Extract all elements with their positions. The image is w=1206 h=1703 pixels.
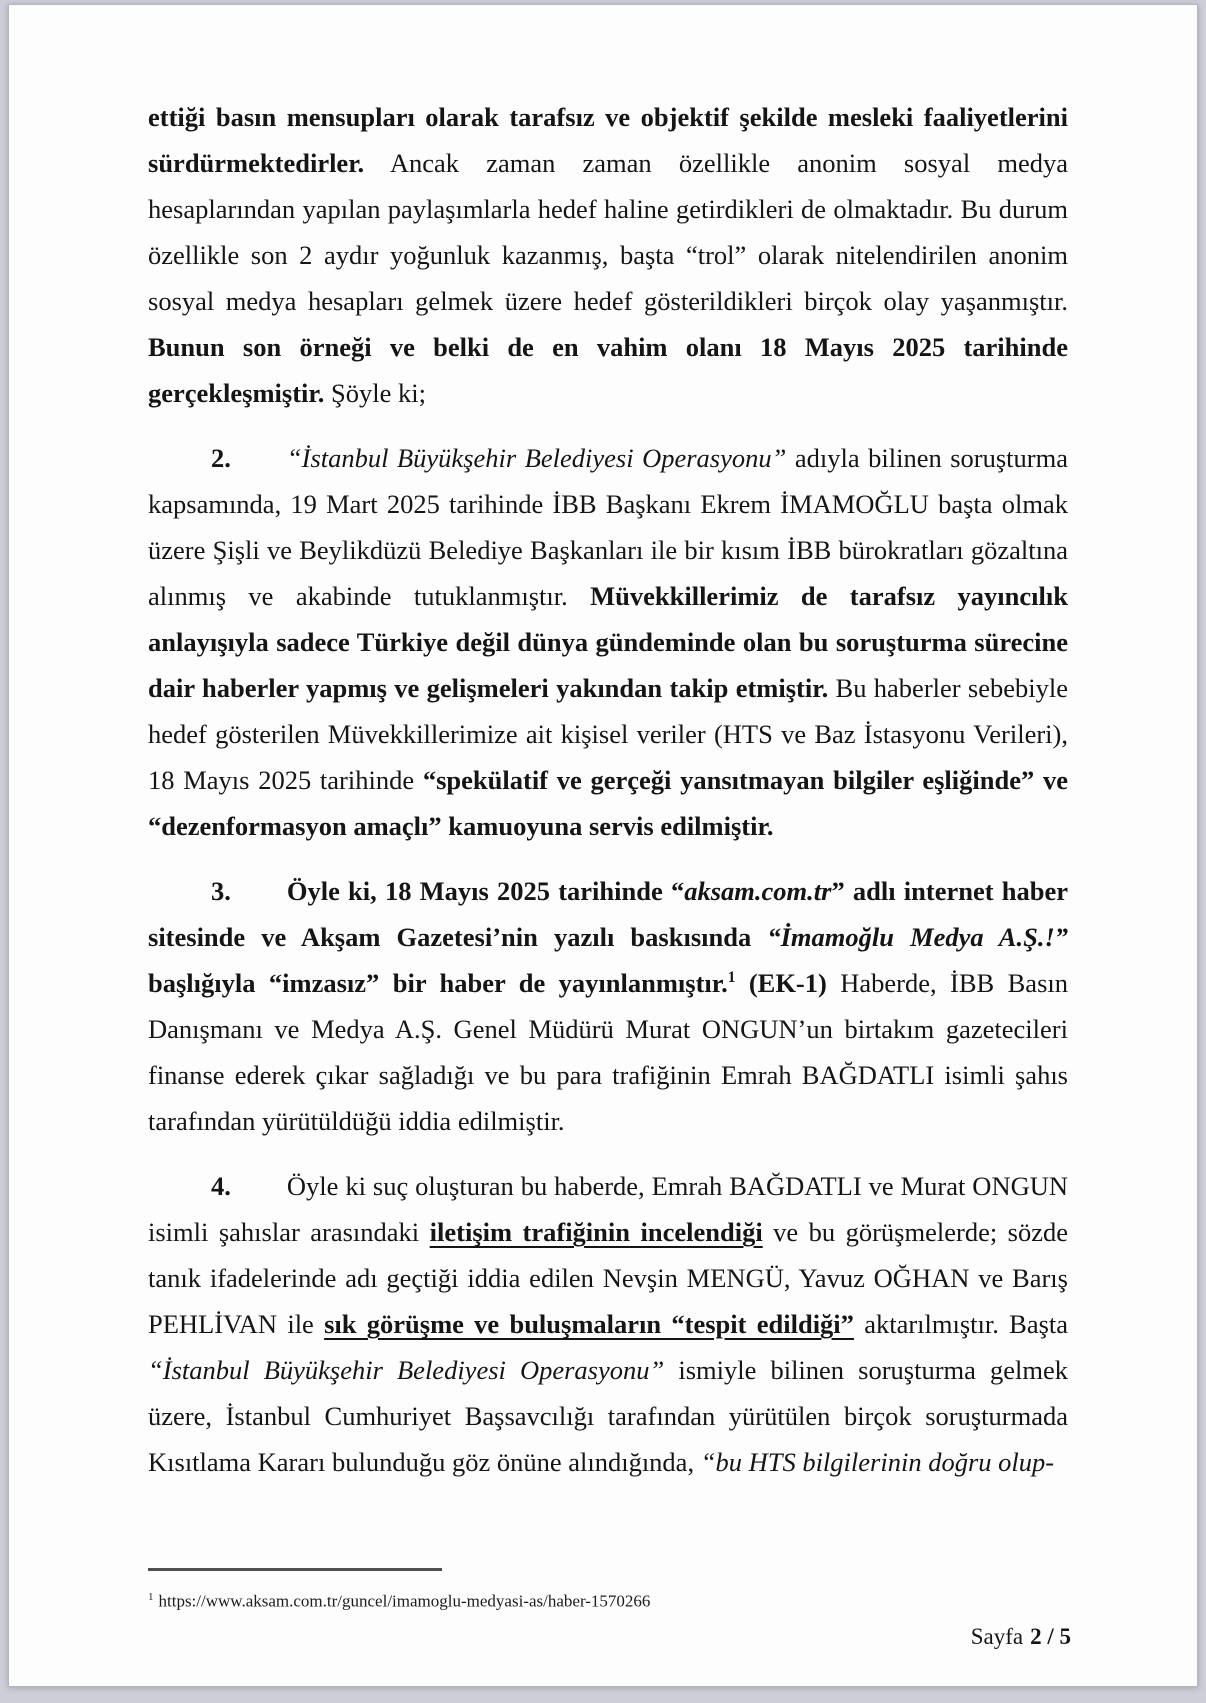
text-run: sık görüşme ve buluşmaların “tespit edildiği” — [324, 1309, 854, 1339]
footnote-divider — [148, 1568, 442, 1571]
text-run: Öyle ki, 18 Mayıs 2025 tarihinde “ — [286, 876, 685, 906]
text-run: Öyle ki suç oluşturan bu haberde, Emrah BAĞDATLI ve Murat ONGUN isimli şahıslar arasındaki — [148, 1171, 1068, 1247]
text-run: Şöyle ki; — [324, 378, 426, 408]
paragraph-number: 4. — [211, 1171, 231, 1201]
paragraph-item-2 — [148, 435, 1068, 849]
footnote-area — [148, 1568, 1068, 1613]
text-run: ettiği basın mensupları olarak tarafsız ve objektif şekilde mesleki faaliyetlerini sürdürmektedirler. — [148, 102, 1068, 178]
text-run: Müvekkillerimiz de tarafsız yayıncılık anlayışıyla sadece Türkiye değil dünya gündeminde olan bu soruşturma sürecine dair haberler yapmış ve gelişmeleri yakından takip etmiştir. — [148, 581, 1068, 703]
text-run: başlığıyla “imzasız” bir haber de yayınlanmıştır. — [148, 968, 728, 998]
text-run: “bu HTS bilgilerinin doğru olup- — [700, 1447, 1055, 1477]
text-run: “İmamoğlu Medya A.Ş.!” — [767, 922, 1069, 952]
text-run: aktarılmıştır. Başta — [853, 1309, 1069, 1339]
text-run: ismiyle bilinen soruşturma gelmek üzere, İstanbul Cumhuriyet Başsavcılığı tarafından yürütülen birçok soruşturmada Kısıtlama Kararı bulunduğu göz önüne alındığında, — [148, 1355, 1068, 1477]
text-run: Bunun son örneği ve belki de en vahim olanı 18 Mayıs 2025 tarihinde gerçekleşmiştir. — [148, 332, 1068, 408]
footnote — [148, 1586, 1068, 1613]
text-run: “spekülatif ve gerçeği yansıtmayan bilgiler eşliğinde” ve “dezenformasyon amaçlı” kamuoyuna servis edilmiştir. — [148, 765, 1068, 841]
paragraph-item-3 — [148, 868, 1068, 1144]
text-run: Bu haberler sebebiyle hedef gösterilen Müvekkillerimize ait kişisel veriler (HTS ve Baz İstasyonu Verileri), 18 Mayıs 2025 tarihinde — [148, 673, 1068, 795]
text-run: ” adlı internet haber sitesinde ve Akşam Gazetesi’nin yazılı baskısında — [148, 876, 1068, 952]
page-number-value: 2 / 5 — [1030, 1624, 1071, 1649]
text-run: Haberde, İBB Basın Danışmanı ve Medya A.Ş. Genel Müdürü Murat ONGUN’un birtakım gazetecileri finanse ederek çıkar sağladığı ve bu para trafiğinin Emrah BAĞDATLI isimli şahıs tarafından yürütüldüğü iddia edilmiştir. — [148, 968, 1068, 1136]
footnote-marker: 1 — [148, 1591, 154, 1603]
text-run: aksam.com.tr — [684, 876, 832, 906]
footnote-ref-superscript: 1 — [727, 969, 736, 987]
footer-label: Sayfa — [970, 1624, 1024, 1649]
text-run: Ancak zaman zaman özellikle anonim sosyal medya hesaplarından yapılan paylaşımlarla hedef haline getirdikleri de olmaktadır. Bu durum özellikle son 2 aydır yoğunluk kazanmış, başta “trol” olarak nitelendirilen anonim sosyal medya hesapları gelmek üzere hedef gösterildikleri birçok olay yaşanmıştır. — [148, 148, 1068, 316]
text-run: “İstanbul Büyükşehir Belediyesi Operasyonu” — [286, 443, 787, 473]
page-footer — [148, 1624, 1071, 1650]
paragraph-number: 2. — [211, 443, 231, 473]
paragraph-number: 3. — [211, 876, 231, 906]
text-run: “İstanbul Büyükşehir Belediyesi Operasyonu” — [148, 1355, 665, 1385]
paragraph-item-4 — [148, 1163, 1068, 1485]
paragraph-continuation — [148, 94, 1068, 416]
text-run: ve bu görüşmelerde; sözde tanık ifadelerinde adı geçtiği iddia edilen Nevşin MENGÜ, Yavuz OĞHAN ve Barış PEHLİVAN ile — [148, 1217, 1068, 1339]
document-body — [148, 94, 1068, 1485]
text-run: (EK-1) — [735, 968, 827, 998]
text-run: iletişim trafiğinin incelendiği — [429, 1217, 763, 1247]
text-run: adıyla bilinen soruşturma kapsamında, 19 Mart 2025 tarihinde İBB Başkanı Ekrem İMAMOĞLU başta olmak üzere Şişli ve Beylikdüzü Belediye Başkanları ile bir kısım İBB bürokratları gözaltına alınmış ve akabinde tutuklanmıştır. — [148, 443, 1068, 611]
footnote-url: https://www.aksam.com.tr/guncel/imamoglu-medyasi-as/haber-1570266 — [158, 1591, 651, 1611]
